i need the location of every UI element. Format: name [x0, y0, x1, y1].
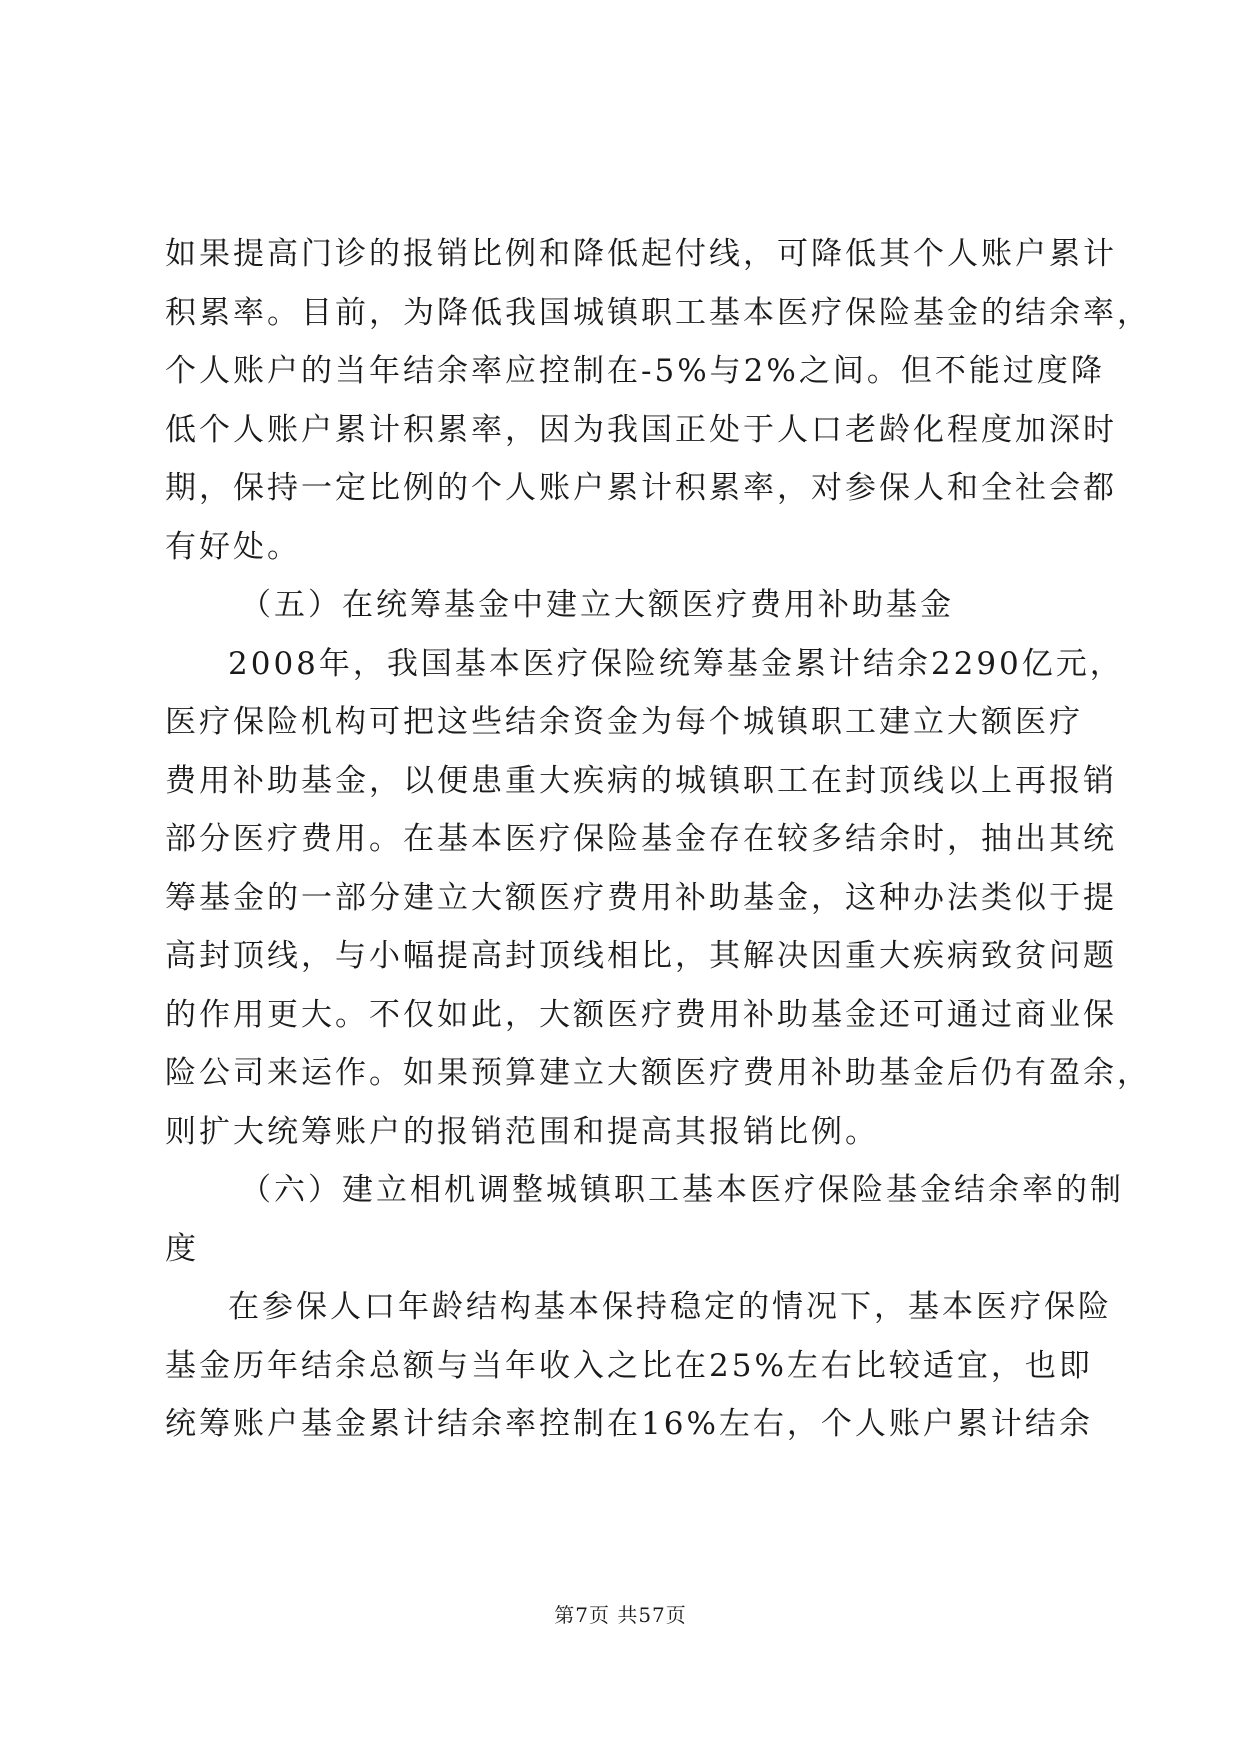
text-line: 个人账户的当年结余率应控制在-5%与2%之间。但不能过度降 [165, 353, 1105, 389]
text-line: 如果提高门诊的报销比例和降低起付线，可降低其个人账户累计 [165, 236, 1117, 272]
text-line: 统筹账户基金累计结余率控制在16%左右，个人账户累计结余 [165, 1406, 1093, 1442]
text-line: 度 [165, 1230, 199, 1267]
section-heading-5: （五）在统筹基金中建立大额医疗费用补助基金 [240, 587, 954, 623]
text-line: 则扩大统筹账户的报销范围和提高其报销比例。 [165, 1113, 879, 1150]
text-line: 费用补助基金，以便患重大疾病的城镇职工在封顶线以上再报销 [165, 762, 1117, 799]
section-heading-6: （六）建立相机调整城镇职工基本医疗保险基金结余率的制 [240, 1172, 1124, 1208]
text-line: 在参保人口年龄结构基本保持稳定的情况下，基本医疗保险 [228, 1289, 1112, 1325]
text-line: 高封顶线，与小幅提高封顶线相比，其解决因重大疾病致贫问题 [165, 938, 1117, 974]
text-line: 险公司来运作。如果预算建立大额医疗费用补助基金后仍有盈余， [165, 1055, 1151, 1091]
text-line: 期，保持一定比例的个人账户累计积累率，对参保人和全社会都 [165, 470, 1117, 506]
page-footer: 第7页 共57页 [554, 1603, 687, 1627]
text-line: 积累率。目前，为降低我国城镇职工基本医疗保险基金的结余率， [165, 294, 1151, 331]
body-text [165, 225, 1151, 1454]
text-line: 低个人账户累计积累率，因为我国正处于人口老龄化程度加深时 [165, 411, 1117, 448]
text-line: 有好处。 [165, 528, 301, 565]
text-line: 部分医疗费用。在基本医疗保险基金存在较多结余时，抽出其统 [165, 821, 1117, 857]
text-line: 医疗保险机构可把这些结余资金为每个城镇职工建立大额医疗 [165, 704, 1083, 740]
text-line: 2008年，我国基本医疗保险统筹基金累计结余2290亿元， [228, 645, 1124, 682]
text-line: 筹基金的一部分建立大额医疗费用补助基金，这种办法类似于提 [165, 879, 1117, 916]
text-line: 的作用更大。不仅如此，大额医疗费用补助基金还可通过商业保 [165, 996, 1117, 1033]
text-line: 基金历年结余总额与当年收入之比在25%左右比较适宜，也即 [165, 1347, 1093, 1384]
